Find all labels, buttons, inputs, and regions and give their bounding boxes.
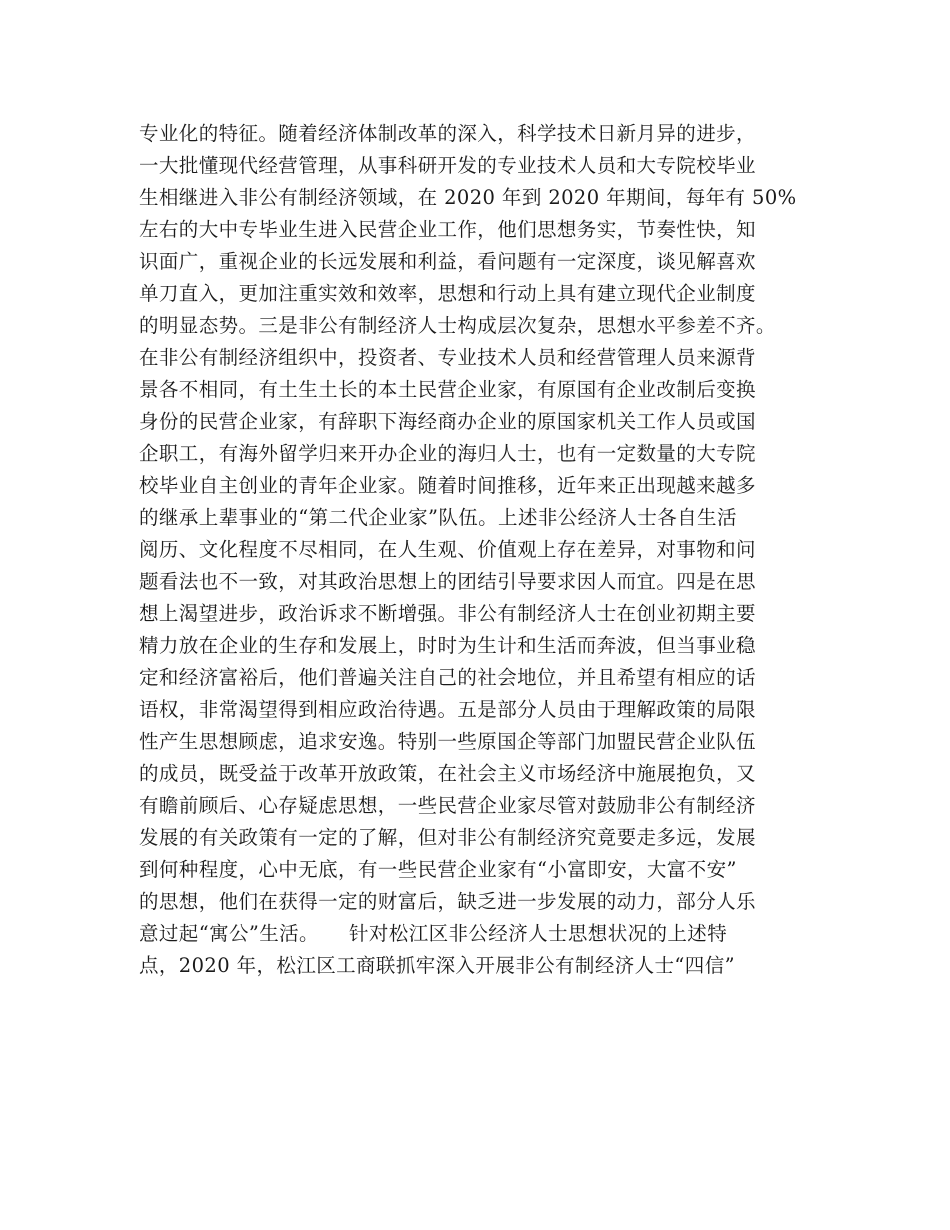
text-line: 阅历、文化程度不尽相同，在人生观、价值观上存在差异，对事物和问 <box>139 538 756 561</box>
text-line: 生相继进入非公有制经济领域，在 2020 年到 2020 年期间，每年有 50% <box>139 186 797 209</box>
text-line: 有瞻前顾后、心存疑虑思想，一些民营企业家尽管对鼓励非公有制经济 <box>139 794 756 817</box>
text-line: 题看法也不一致，对其政治思想上的团结引导要求因人而宜。四是在思 <box>139 570 756 593</box>
body-text <box>139 118 829 982</box>
text-line: 的明显态势。三是非公有制经济人士构成层次复杂，思想水平参差不齐。 <box>139 314 776 337</box>
text-line: 精力放在企业的生存和发展上，时时为生计和生活而奔波，但当事业稳 <box>139 634 756 657</box>
text-line: 一大批懂现代经营管理，从事科研开发的专业技术人员和大专院校毕业 <box>139 154 756 177</box>
text-line: 校毕业自主创业的青年企业家。随着时间推移，近年来正出现越来越多 <box>139 474 756 497</box>
text-line: 单刀直入，更加注重实效和效率，思想和行动上具有建立现代企业制度 <box>139 282 756 305</box>
text-line: 意过起“寓公”生活。 针对松江区非公经济人士思想状况的上述特 <box>139 922 728 945</box>
text-line: 想上渴望进步，政治诉求不断增强。非公有制经济人士在创业初期主要 <box>139 602 756 625</box>
text-line: 发展的有关政策有一定的了解，但对非公有制经济究竟要走多远，发展 <box>139 826 756 849</box>
text-line: 语权，非常渴望得到相应政治待遇。五是部分人员由于理解政策的局限 <box>139 698 756 721</box>
text-line: 专业化的特征。随着经济体制改革的深入，科学技术日新月异的进步， <box>139 122 756 145</box>
text-line: 在非公有制经济组织中，投资者、专业技术人员和经营管理人员来源背 <box>139 346 756 369</box>
text-line: 点，2020 年，松江区工商联抓牢深入开展非公有制经济人士“四信” <box>139 954 735 977</box>
text-line: 景各不相同，有土生土长的本土民营企业家，有原国有企业改制后变换 <box>139 378 756 401</box>
text-line: 的继承上辈事业的“第二代企业家”队伍。上述非公经济人士各自生活 <box>139 506 737 529</box>
text-line: 定和经济富裕后，他们普遍关注自己的社会地位，并且希望有相应的话 <box>139 666 756 689</box>
text-line: 身份的民营企业家，有辞职下海经商办企业的原国家机关工作人员或国 <box>139 410 756 433</box>
text-line: 到何种程度，心中无底，有一些民营企业家有“小富即安，大富不安” <box>139 858 737 881</box>
text-line: 识面广，重视企业的长远发展和利益，看问题有一定深度，谈见解喜欢 <box>139 250 756 273</box>
text-line: 的思想，他们在获得一定的财富后，缺乏进一步发展的动力，部分人乐 <box>139 890 756 913</box>
text-line: 企职工，有海外留学归来开办企业的海归人士，也有一定数量的大专院 <box>139 442 756 465</box>
text-line: 左右的大中专毕业生进入民营企业工作，他们思想务实，节奏性快，知 <box>139 218 756 241</box>
text-line: 性产生思想顾虑，追求安逸。特别一些原国企等部门加盟民营企业队伍 <box>139 730 756 753</box>
text-line: 的成员，既受益于改革开放政策，在社会主义市场经济中施展抱负，又 <box>139 762 756 785</box>
